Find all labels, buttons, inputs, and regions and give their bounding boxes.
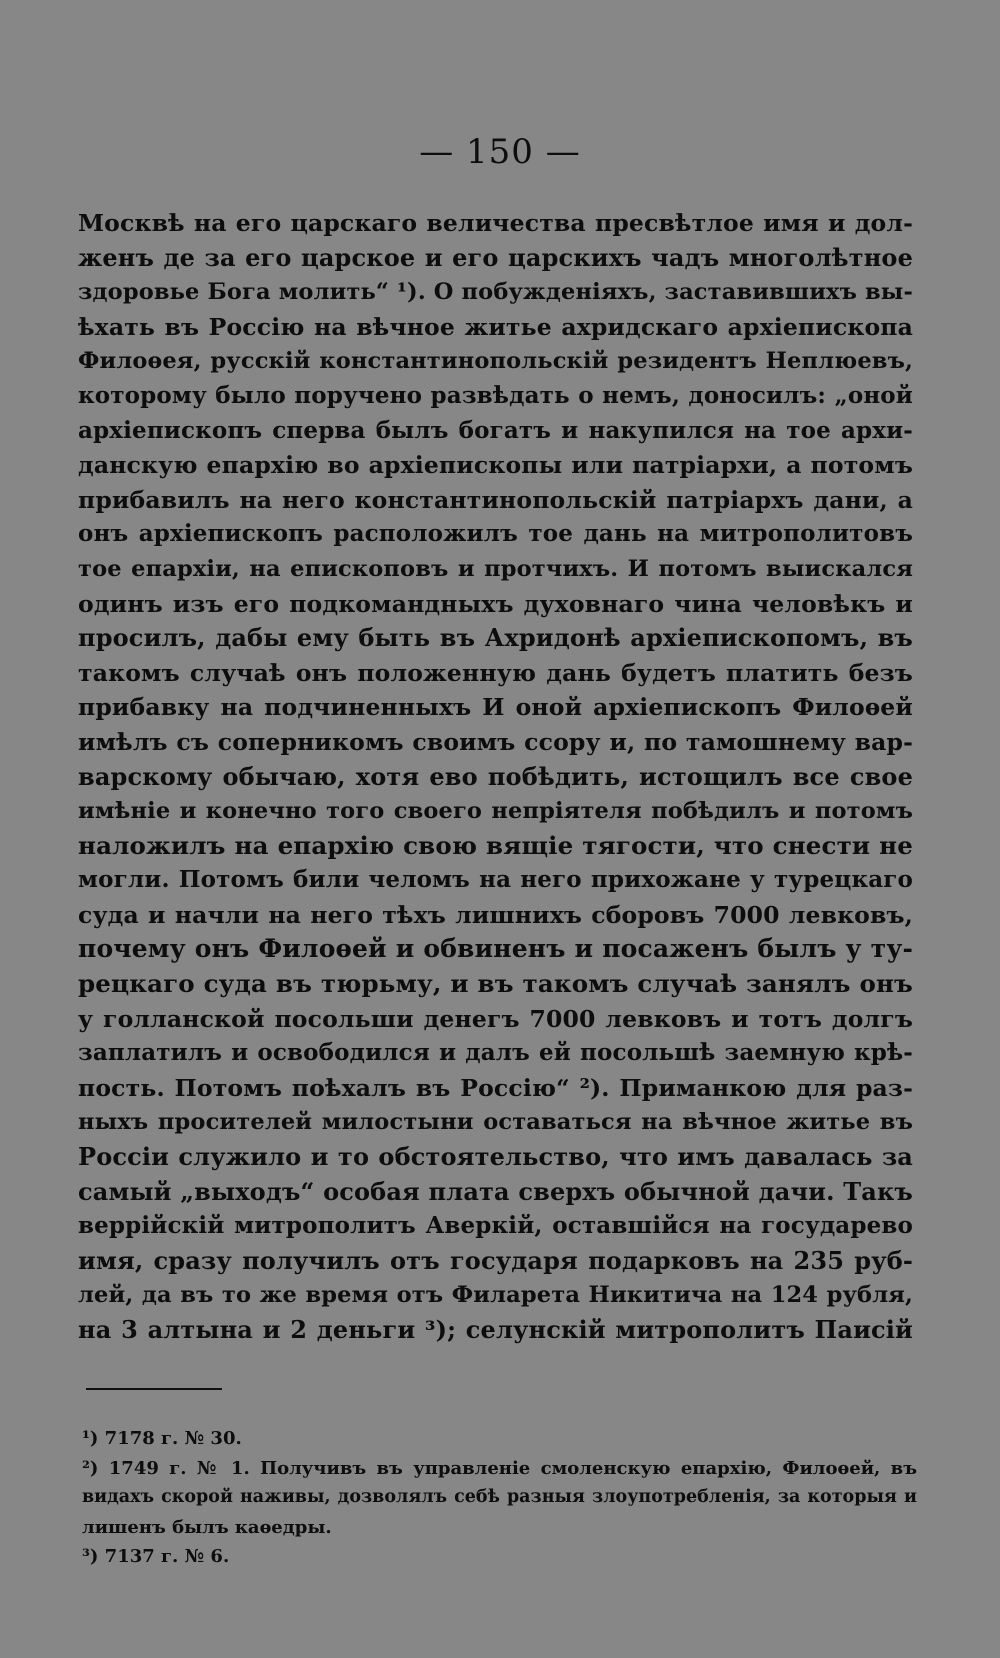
text-line: Россіи служило и то обстоятельство, что имъ давалась за xyxy=(78,1142,913,1172)
text-line: суда и начли на него тѣхъ лишнихъ сборовъ 7000 левковъ, xyxy=(78,900,913,929)
text-line: такомъ случаѣ онъ положенную дань будетъ платить безъ xyxy=(78,658,913,687)
text-line: одинъ изъ его подкомандныхъ духовнаго чина человѣкъ и xyxy=(78,589,913,618)
text-line: веррійскій митрополитъ Аверкій, оставшійся на государево xyxy=(78,1212,913,1240)
text-line: ѣхать въ Россію на вѣчное житье ахридскаго архіепископа xyxy=(78,312,913,341)
text-line: на 3 алтына и 2 деньги ³); селунскій митрополитъ Паисій xyxy=(78,1315,913,1344)
text-line: имя, сразу получилъ отъ государя подарковъ на 235 руб- xyxy=(78,1245,913,1275)
footnote-2-line: ²) 1749 г. № 1. Получивъ въ управленіе смоленскую епархію, Филоѳей, въ xyxy=(82,1457,917,1479)
text-line: имѣлъ съ соперникомъ своимъ ссору и, по тамошнему вар- xyxy=(78,727,913,756)
page-number: — 150 — xyxy=(419,132,581,172)
text-line: варскому обычаю, хотя ево побѣдить, истощилъ все свое xyxy=(78,761,913,791)
text-line: Филоѳея, русскій константинопольскій резидентъ Неплюевъ, xyxy=(78,348,913,375)
text-line: имѣніе и конечно того своего непріятеля побѣдилъ и потомъ xyxy=(78,798,913,825)
main-text xyxy=(78,206,913,1348)
text-line: рецкаго суда въ тюрьму, и въ такомъ случаѣ занялъ онъ xyxy=(78,969,913,999)
text-line: просилъ, дабы ему быть въ Ахридонѣ архіепископомъ, въ xyxy=(78,623,913,653)
text-line: прибавилъ на него константинопольскій патріархъ дани, а xyxy=(78,485,913,514)
footnotes xyxy=(82,1424,917,1572)
text-line: тое епархіи, на епископовъ и протчихъ. И потомъ выискался xyxy=(78,555,913,582)
text-line: женъ де за его царское и его царскихъ чадъ многолѣтное xyxy=(78,242,913,272)
text-line: самый „выходъ“ особая плата сверхъ обычной дачи. Такъ xyxy=(78,1176,913,1206)
text-line: у голланской посольши денегъ 7000 левковъ и тотъ долгъ xyxy=(78,1004,913,1033)
text-line: данскую епархію во архіепископы или патріархи, а потомъ xyxy=(78,451,913,480)
text-line: которому было поручено развѣдать о немъ, доносилъ: „оной xyxy=(78,381,913,409)
text-line: ныхъ просителей милостыни оставаться на вѣчное житье въ xyxy=(78,1109,913,1136)
footnote-divider xyxy=(86,1388,222,1390)
text-line: пость. Потомъ поѣхалъ въ Россію“ ²). Приманкою для раз- xyxy=(78,1073,913,1102)
text-line: прибавку на подчиненныхъ И оной архіепископъ Филоѳей xyxy=(78,693,913,722)
text-line: могли. Потомъ били челомъ на него прихожане у турецкаго xyxy=(78,866,913,894)
footnote-3: ³) 7137 г. № 6. xyxy=(82,1546,230,1567)
footnote-1: ¹) 7178 г. № 30. xyxy=(82,1428,242,1449)
text-line: архіепископъ сперва былъ богатъ и накупился на тое архи- xyxy=(78,416,913,444)
text-line: здоровье Бога молить“ ¹). О побужденіяхъ, заставившихъ вы- xyxy=(78,279,913,306)
text-line: Москвѣ на его царскаго величества пресвѣтлое имя и дол- xyxy=(78,209,913,237)
text-line: лей, да въ то же время отъ Филарета Никитича на 124 рубля, xyxy=(78,1282,913,1309)
text-line: наложилъ на епархію свою вящіе тягости, что снести не xyxy=(78,830,913,860)
footnote-2-line: лишенъ былъ каѳедры. xyxy=(82,1516,332,1538)
text-line: заплатилъ и освободился и далъ ей посольшѣ заемную крѣ- xyxy=(78,1039,913,1067)
text-line: онъ архіепископъ расположилъ тое дань на митрополитовъ xyxy=(78,520,913,548)
footnote-2-line: видахъ скорой наживы, дозволялъ себѣ разныя злоупотребленія, за которыя и xyxy=(82,1487,917,1507)
text-line: почему онъ Филоѳей и обвиненъ и посаженъ былъ у ту- xyxy=(78,934,913,964)
